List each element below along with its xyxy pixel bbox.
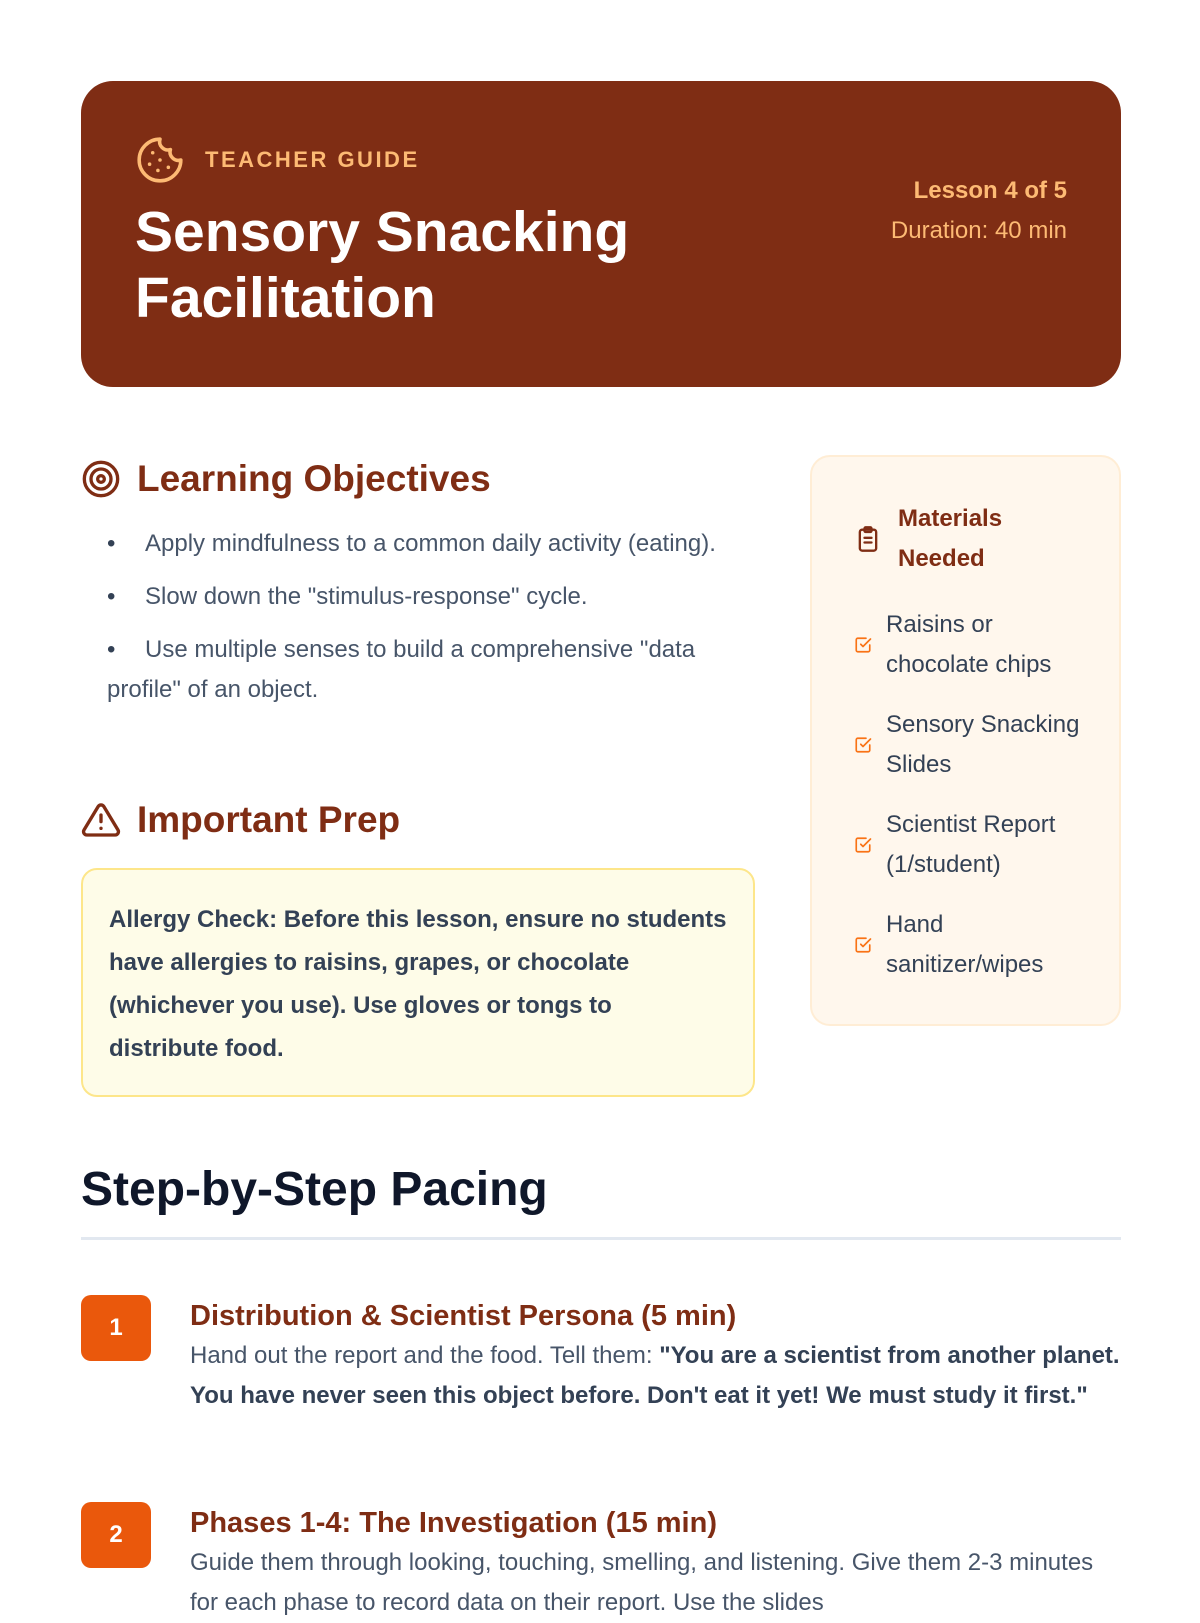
prep-title: Important Prep bbox=[137, 799, 401, 840]
divider bbox=[81, 1237, 1121, 1240]
lesson-header bbox=[81, 81, 1121, 387]
clipboard-icon bbox=[854, 525, 882, 553]
target-icon bbox=[81, 459, 121, 499]
lesson-duration: Duration: 40 min bbox=[890, 217, 1067, 244]
step-item bbox=[190, 1503, 1125, 1623]
pacing-heading: Step-by-Step Pacing bbox=[81, 1163, 548, 1216]
objectives-heading bbox=[81, 458, 491, 500]
lesson-number: Lesson 4 of 5 bbox=[913, 177, 1067, 204]
checkbox-icon bbox=[854, 636, 872, 654]
objectives-list bbox=[107, 524, 747, 723]
list-item: • Use multiple senses to build a comprehensive "data profile" of an object. bbox=[107, 630, 747, 710]
list-item bbox=[854, 805, 1086, 885]
objectives-title: Learning Objectives bbox=[137, 458, 491, 499]
step-quote: "You are a scientist from another planet. You have never seen this object before. Don't eat it yet! We must study it first." bbox=[190, 1342, 1120, 1409]
allergy-callout: Allergy Check: Before this lesson, ensure no students have allergies to raisins, grapes, or chocolate (whichever you use). Use gloves or tongs to distribute food. bbox=[81, 868, 755, 1097]
prep-heading bbox=[81, 799, 400, 841]
materials-title: Materials Needed bbox=[898, 505, 1003, 572]
eyebrow bbox=[135, 135, 420, 185]
list-item bbox=[854, 605, 1086, 685]
list-item bbox=[854, 905, 1086, 985]
step-title: Phases 1-4: The Investigation (15 min) bbox=[190, 1507, 717, 1539]
material-label: Sensory Snacking Slides bbox=[886, 711, 1080, 778]
eyebrow-label: TEACHER GUIDE bbox=[205, 147, 420, 172]
material-label: Raisins or chocolate chips bbox=[886, 611, 1052, 678]
page-title: Sensory Snacking Facilitation bbox=[135, 200, 630, 330]
materials-heading bbox=[854, 499, 1028, 579]
list-item: • Slow down the "stimulus-response" cycle. bbox=[107, 577, 747, 617]
step-number-badge: 2 bbox=[81, 1502, 151, 1568]
step-number-badge: 1 bbox=[81, 1295, 151, 1361]
step-title: Distribution & Scientist Persona (5 min) bbox=[190, 1300, 737, 1332]
material-label: Hand sanitizer/wipes bbox=[886, 911, 1044, 978]
list-item: • Apply mindfulness to a common daily activity (eating). bbox=[107, 524, 747, 564]
step-text: Hand out the report and the food. Tell them: bbox=[190, 1342, 660, 1369]
materials-card bbox=[810, 455, 1121, 1026]
checkbox-icon bbox=[854, 936, 872, 954]
checkbox-icon bbox=[854, 836, 872, 854]
list-item bbox=[854, 705, 1086, 785]
lesson-meta bbox=[867, 171, 1067, 251]
warning-icon bbox=[81, 800, 121, 840]
step-description: Guide them through looking, touching, smelling, and listening. Give them 2-3 minutes for each phase to record data on their report. Use the slides bbox=[190, 1549, 1094, 1616]
checkbox-icon bbox=[854, 736, 872, 754]
cookie-icon bbox=[135, 135, 185, 185]
material-label: Scientist Report (1/student) bbox=[886, 811, 1056, 878]
step-item bbox=[190, 1296, 1125, 1416]
step-description bbox=[190, 1336, 1125, 1416]
